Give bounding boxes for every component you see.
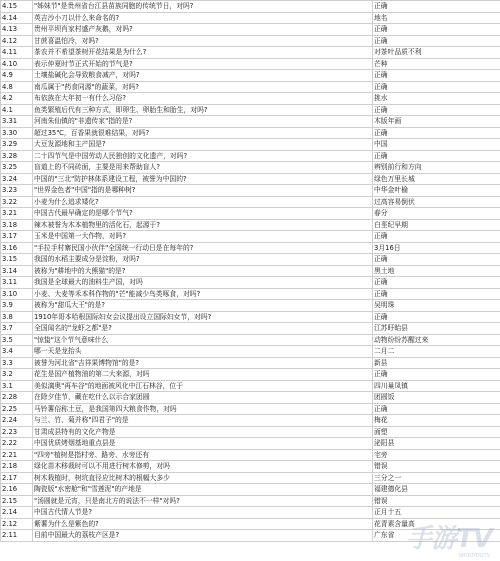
answer-cell: 挑水 (373, 93, 500, 105)
answer-cell: 辨别前行和方向 (373, 162, 500, 174)
date-cell: 3.18 (1, 219, 33, 231)
table-row (1, 357, 500, 369)
answer-cell: 正确 (373, 288, 500, 300)
table-row (1, 426, 500, 438)
date-cell: 4.9 (1, 70, 33, 82)
answer-cell: 正确 (373, 1, 500, 13)
table-row (1, 530, 500, 542)
table-row (1, 58, 500, 70)
date-cell: 4.15 (1, 1, 33, 13)
table-row (1, 116, 500, 128)
date-cell: 2.14 (1, 507, 33, 519)
answer-cell: 3月16日 (373, 242, 500, 254)
question-cell: 小麦、大麦等禾本科作物的"芒"能减少鸟类啄食，对吗? (33, 288, 373, 300)
question-cell: 被称为"耕地中的大熊猫"的是? (33, 265, 373, 277)
date-cell: 4.11 (1, 47, 33, 59)
table-row (1, 472, 500, 484)
question-cell: 甘肃成县特有的文化产物是 (33, 426, 373, 438)
question-cell: 河南朱仙镇的"非遗传家"指的是? (33, 116, 373, 128)
date-cell: 3.1 (1, 380, 33, 392)
answer-cell: 四川巢凤镇 (373, 380, 500, 392)
question-cell: 目前中国最大的荔枝产区是? (33, 530, 373, 542)
answer-cell: 江苏盱眙县 (373, 323, 500, 335)
date-cell: 3.8 (1, 311, 33, 323)
answer-cell: 泌阳县 (373, 438, 500, 450)
answer-cell: 错误 (373, 461, 500, 473)
date-cell: 2.11 (1, 530, 33, 542)
table-row (1, 518, 500, 530)
table-row (1, 70, 500, 82)
date-cell: 3.16 (1, 242, 33, 254)
answer-cell: 正确 (373, 403, 500, 415)
answer-cell: 正确 (373, 127, 500, 139)
date-cell: 2.17 (1, 472, 33, 484)
answer-cell: 团圆饭 (373, 392, 500, 404)
date-cell: 3.24 (1, 173, 33, 185)
answer-cell: 动物纷纷苏醒过来 (373, 334, 500, 346)
answer-cell: 面塑 (373, 426, 500, 438)
table-row (1, 323, 500, 335)
table-row (1, 369, 500, 381)
table-row (1, 81, 500, 93)
question-cell: 盲道上的不同砖面，主要是用来帮助盲人? (33, 162, 373, 174)
question-cell: 绿化苗木移栽时可以不用进行树木修剪，对吗 (33, 461, 373, 473)
table-row (1, 484, 500, 496)
question-cell: 与兰、竹、菊并称"四君子"的是 (33, 415, 373, 427)
answer-cell: 绿色万里长城 (373, 173, 500, 185)
question-cell: 1910年哥本哈根国际妇女会议提出设立国际妇女节，对吗? (33, 311, 373, 323)
date-cell: 3.28 (1, 150, 33, 162)
table-row (1, 196, 500, 208)
question-cell: 在除夕佳节，藏在吃什么以示合家团圆 (33, 392, 373, 404)
question-cell: 甘蔗喜温怕冷，对吗? (33, 35, 373, 47)
table-row (1, 311, 500, 323)
date-cell: 4.1 (1, 104, 33, 116)
date-cell: 3.23 (1, 185, 33, 197)
answer-cell: 正确 (373, 104, 500, 116)
question-cell: 花生是国产植物油的第二大来源，对吗 (33, 369, 373, 381)
answer-cell: 错误 (373, 495, 500, 507)
answer-cell: 正确 (373, 277, 500, 289)
question-cell: 表示仲夏时节正式开始的节气是? (33, 58, 373, 70)
date-cell: 3.11 (1, 277, 33, 289)
table-row (1, 173, 500, 185)
answer-cell: 正确 (373, 24, 500, 36)
answer-cell: 春分 (373, 208, 500, 220)
date-cell: 2.24 (1, 415, 33, 427)
answer-cell: 宅旁 (373, 449, 500, 461)
date-cell: 2.12 (1, 518, 33, 530)
date-cell: 4.8 (1, 81, 33, 93)
date-cell: 3.14 (1, 265, 33, 277)
question-cell: 中国古代最早确定的是哪个节气? (33, 208, 373, 220)
question-cell: 我国的水稻主要成分是淀粉，对吗? (33, 254, 373, 266)
watermark-logo: 手游TV (406, 524, 492, 554)
date-cell: 3.30 (1, 127, 33, 139)
question-cell: 哪一天是龙抬头 (33, 346, 373, 358)
question-cell: 被誉为河北省"吉祥果博物馆"的是? (33, 357, 373, 369)
table-row (1, 93, 500, 105)
question-cell: 马铃薯俗称土豆，是我国第四大粮食作物，对吗 (33, 403, 373, 415)
table-row (1, 254, 500, 266)
question-cell: 土壤盐碱化会导致粮食减产，对吗? (33, 70, 373, 82)
table-row (1, 139, 500, 151)
question-cell: 大豆发源地和主产国是? (33, 139, 373, 151)
answer-cell: 对茶叶品质不利 (373, 47, 500, 59)
question-cell: 我国是全球最大的油料生产国，对吗 (33, 277, 373, 289)
date-cell: 3.9 (1, 300, 33, 312)
date-cell: 3.25 (1, 162, 33, 174)
table-row (1, 380, 500, 392)
answer-cell: 正确 (373, 81, 500, 93)
question-cell: 全国闻名的"龙虾之都"是? (33, 323, 373, 335)
table-row (1, 300, 500, 312)
date-cell: 3.31 (1, 116, 33, 128)
answer-cell: 二月二 (373, 346, 500, 358)
date-cell: 3.29 (1, 139, 33, 151)
date-cell: 3.10 (1, 288, 33, 300)
watermark-subtext: SHOUYOUTV (458, 553, 490, 559)
question-cell: "世界金色者"中国"指的是哪种树? (33, 185, 373, 197)
question-cell: "四旁"植树是指村旁、路旁、水旁还有 (33, 449, 373, 461)
date-cell: 2.18 (1, 461, 33, 473)
question-cell: 中国的"三北"防护林体系建设工程，被誉为中国的? (33, 173, 373, 185)
table-row (1, 35, 500, 47)
answer-cell: 正确 (373, 150, 500, 162)
question-cell: "惊蛰"这个节气意味什么 (33, 334, 373, 346)
table-row (1, 208, 500, 220)
table-row (1, 449, 500, 461)
qa-table-body (1, 1, 500, 542)
date-cell: 2.23 (1, 426, 33, 438)
answer-cell: 正确 (373, 231, 500, 243)
date-cell: 3.3 (1, 357, 33, 369)
table-row (1, 346, 500, 358)
date-cell: 2.28 (1, 392, 33, 404)
answer-cell: 正确 (373, 254, 500, 266)
table-row (1, 24, 500, 36)
table-row (1, 288, 500, 300)
answer-cell: 地名 (373, 12, 500, 24)
date-cell: 4.2 (1, 93, 33, 105)
date-cell: 2.21 (1, 449, 33, 461)
question-cell: 美似漓奥"再车谷"的地面被风化中江石林谷，位于 (33, 380, 373, 392)
table-row (1, 242, 500, 254)
answer-cell: 花青素含量高 (373, 518, 500, 530)
question-cell: "汤圆就是元宵，只是南北方的说法不一样"对吗? (33, 495, 373, 507)
answer-cell: 白垩纪早期 (373, 219, 500, 231)
table-row (1, 104, 500, 116)
table-row (1, 127, 500, 139)
answer-cell: 正确 (373, 35, 500, 47)
question-cell: 二十四节气是中国劳动人民独创的文化遗产，对吗? (33, 150, 373, 162)
answer-cell: 中国 (373, 139, 500, 151)
question-cell: 鱼类繁殖后代有三种方式，即卵生、卵胎生和胎生，对吗? (33, 104, 373, 116)
date-cell: 3.17 (1, 231, 33, 243)
date-cell: 2.22 (1, 438, 33, 450)
question-cell: 南瓜属于"药食同源"的蔬菜，对吗? (33, 81, 373, 93)
answer-cell: 正确 (373, 311, 500, 323)
question-cell: 超过35℃，百香果就很难结果，对吗? (33, 127, 373, 139)
table-row (1, 392, 500, 404)
answer-cell: 正月十五 (373, 507, 500, 519)
question-cell: 被称为"甜瓜大王"的是? (33, 300, 373, 312)
answer-cell: 新县 (373, 357, 500, 369)
question-cell: 英吉沙小刀以什么来命名的? (33, 12, 373, 24)
table-row (1, 403, 500, 415)
table-row (1, 277, 500, 289)
date-cell: 2.15 (1, 495, 33, 507)
answer-cell: 中华金叶榆 (373, 185, 500, 197)
date-cell: 3.5 (1, 334, 33, 346)
table-row (1, 415, 500, 427)
answer-cell: 正确 (373, 70, 500, 82)
question-cell: 布依族在大年初一有什么习俗? (33, 93, 373, 105)
date-cell: 3.4 (1, 346, 33, 358)
table-row (1, 265, 500, 277)
date-cell: 3.15 (1, 254, 33, 266)
answer-cell: 木版年画 (373, 116, 500, 128)
question-cell: 中国古代情人节是? (33, 507, 373, 519)
table-row (1, 47, 500, 59)
date-cell: 4.12 (1, 35, 33, 47)
question-cell: 紫薯为什么是紫色的? (33, 518, 373, 530)
question-cell: 树木栽植时，树坑直径应比树木的根幅大多少 (33, 472, 373, 484)
table-row (1, 438, 500, 450)
table-row (1, 219, 500, 231)
question-cell: 茶农并不希望茶树开花结果是为什么? (33, 47, 373, 59)
answer-cell: 黑土地 (373, 265, 500, 277)
table-row (1, 461, 500, 473)
table-row (1, 162, 500, 174)
answer-cell: 过高容易倒伏 (373, 196, 500, 208)
date-cell: 3.21 (1, 208, 33, 220)
date-cell: 3.22 (1, 196, 33, 208)
date-cell: 2.16 (1, 484, 33, 496)
date-cell: 2.25 (1, 403, 33, 415)
question-cell: 玉米是中国第一大作物，对吗? (33, 231, 373, 243)
table-row (1, 507, 500, 519)
date-cell: 4.14 (1, 12, 33, 24)
answer-cell: 广东省 (373, 530, 500, 542)
answer-cell: 福建德化县 (373, 484, 500, 496)
question-cell: 陶瓷版"水密舱"和"雪莲泥"的产地是 (33, 484, 373, 496)
table-row (1, 334, 500, 346)
answer-cell: 芒种 (373, 58, 500, 70)
question-cell: 辣木被誉为木本植物里的活化石，起源于? (33, 219, 373, 231)
question-cell: 贵州平坝肖家村盛产灰鹅，对吗? (33, 24, 373, 36)
table-row (1, 495, 500, 507)
table-row (1, 150, 500, 162)
table-row (1, 12, 500, 24)
question-cell: "姊妹节"是贵州省台江县苗族同胞的传统节日，对吗? (33, 1, 373, 13)
date-cell: 4.13 (1, 24, 33, 36)
answer-cell: 三分之一 (373, 472, 500, 484)
answer-cell: 梅花 (373, 415, 500, 427)
date-cell: 3.2 (1, 369, 33, 381)
question-cell: 小麦为什么追求矮化? (33, 196, 373, 208)
date-cell: 4.10 (1, 58, 33, 70)
question-cell: "手拉手村寨民国小伙伴"全国统一行动日是在每年的? (33, 242, 373, 254)
date-cell: 3.7 (1, 323, 33, 335)
answer-cell: 吴明珠 (373, 300, 500, 312)
question-cell: 中国优质烤烟基地重点县是 (33, 438, 373, 450)
answer-cell: 正确 (373, 369, 500, 381)
table-row (1, 185, 500, 197)
table-row (1, 231, 500, 243)
table-row (1, 1, 500, 13)
